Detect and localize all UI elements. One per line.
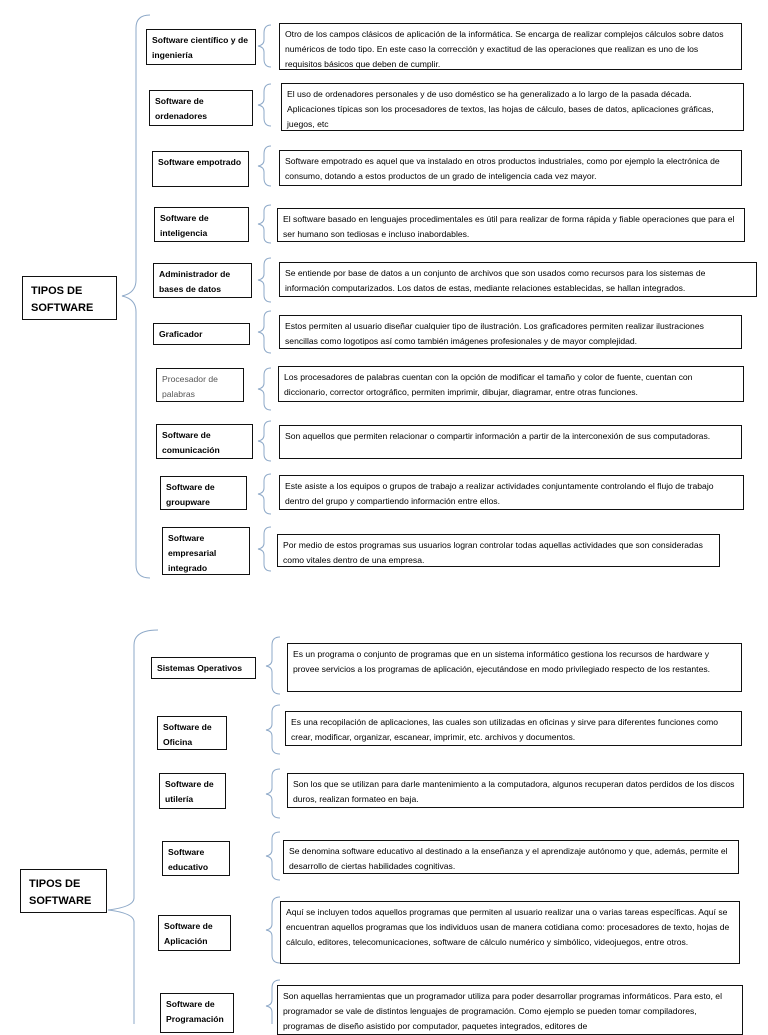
- main-bracket-1: [122, 15, 150, 578]
- type-node: Software empresarial integrado: [162, 527, 250, 575]
- type-node: Software de ordenadores: [149, 90, 253, 126]
- description-box: Son aquellos que permiten relacionar o compartir información a partir de la interconexión de sus computadoras.: [279, 425, 742, 459]
- type-node: Graficador: [153, 323, 250, 345]
- type-node: Software empotrado: [152, 151, 249, 187]
- type-node: Software educativo: [162, 841, 230, 876]
- description-box: Software empotrado es aquel que va instalado en otros productos industriales, como por ejemplo la electrónica de consumo, dotando a estos productos de un grado de inteligencia cada vez mayor.: [279, 150, 742, 186]
- type-node: Software de Aplicación: [158, 915, 231, 951]
- main-bracket-2: [108, 630, 158, 1024]
- type-node: Software de Oficina: [157, 716, 227, 750]
- type-node: Procesador de palabras: [156, 368, 244, 402]
- type-node: Software de comunicación: [156, 424, 253, 459]
- type-node: Software de utilería: [159, 773, 226, 809]
- description-box: Aquí se incluyen todos aquellos programas que permiten al usuario realizar una o varias tareas específicas. Aquí se encuentran aquellos programas que los individuos usan de manera cotidiana como: procesadores de texto, hojas de cálculo, editores, telecomunicaciones, software de cálculo numérico y simbólico, videojuegos, entre otros.: [280, 901, 740, 964]
- root-node: TIPOS DE SOFTWARE: [20, 869, 107, 913]
- description-box: Son aquellas herramientas que un programador utiliza para poder desarrollar programas informáticos. Para esto, el programador se vale de distintos lenguajes de programación. Como ejemplo se pueden tomar compiladores, programas de diseño asistido por computador, paquetes integrados, editores de: [277, 985, 743, 1035]
- description-box: El software basado en lenguajes procedimentales es útil para realizar de forma rápida y fiable operaciones que para el ser humano son tediosas e incluso inabordables.: [277, 208, 745, 242]
- type-node: Software de groupware: [160, 476, 247, 510]
- description-box: El uso de ordenadores personales y de uso doméstico se ha generalizado a lo largo de la pasada década. Aplicaciones típicas son los procesadores de textos, las hojas de cálculo, bases de datos, aplicaciones gráficas, juegos, etc: [281, 83, 744, 131]
- description-box: Es una recopilación de aplicaciones, las cuales son utilizadas en oficinas y sirve para diferentes funciones como crear, modificar, organizar, escanear, imprimir, etc. archivos y documentos.: [285, 711, 742, 746]
- description-box: Por medio de estos programas sus usuarios logran controlar todas aquellas actividades que son consideradas como vitales dentro de una empresa.: [277, 534, 720, 567]
- type-node: Sistemas Operativos: [151, 657, 256, 679]
- description-box: Otro de los campos clásicos de aplicación de la informática. Se encarga de realizar complejos cálculos sobre datos numéricos de todo tipo. En este caso la corrección y exactitud de las operaciones que realizan es uno de los requisitos básicos que deben de cumplir.: [279, 23, 742, 70]
- description-box: Este asiste a los equipos o grupos de trabajo a realizar actividades conjuntamente controlando el flujo de trabajo dentro del grupo y compartiendo información entre ellos.: [279, 475, 744, 510]
- root-node: TIPOS DE SOFTWARE: [22, 276, 117, 320]
- description-box: Estos permiten al usuario diseñar cualquier tipo de ilustración. Los graficadores permiten realizar ilustraciones sencillas como logotipos así como también imágenes profesionales y de mayor complejidad.: [279, 315, 742, 349]
- description-box: Es un programa o conjunto de programas que en un sistema informático gestiona los recursos de hardware y provee servicios a los programas de aplicación, ejecutándose en modo privilegiado respecto de los restantes.: [287, 643, 742, 692]
- type-node: Software científico y de ingeniería: [146, 29, 256, 65]
- description-box: Se denomina software educativo al destinado a la enseñanza y el aprendizaje autónomo y que, además, permite el desarrollo de ciertas habilidades cognitivas.: [283, 840, 739, 874]
- description-box: Se entiende por base de datos a un conjunto de archivos que son usados como recursos para los sistemas de información computarizados. Los datos de estas, mediante relaciones establecidas, se hallan integrados.: [279, 262, 757, 297]
- type-node: Administrador de bases de datos: [153, 263, 252, 298]
- description-box: Son los que se utilizan para darle mantenimiento a la computadora, algunos recuperan datos perdidos de los discos duros, realizan formateo en baja.: [287, 773, 744, 808]
- type-node: Software de Programación: [160, 993, 234, 1033]
- type-node: Software de inteligencia: [154, 207, 249, 242]
- description-box: Los procesadores de palabras cuentan con la opción de modificar el tamaño y color de fuente, cuentan con diccionario, corrector ortográfico, permiten imprimir, dibujar, diagramar, entre otras funciones.: [278, 366, 744, 402]
